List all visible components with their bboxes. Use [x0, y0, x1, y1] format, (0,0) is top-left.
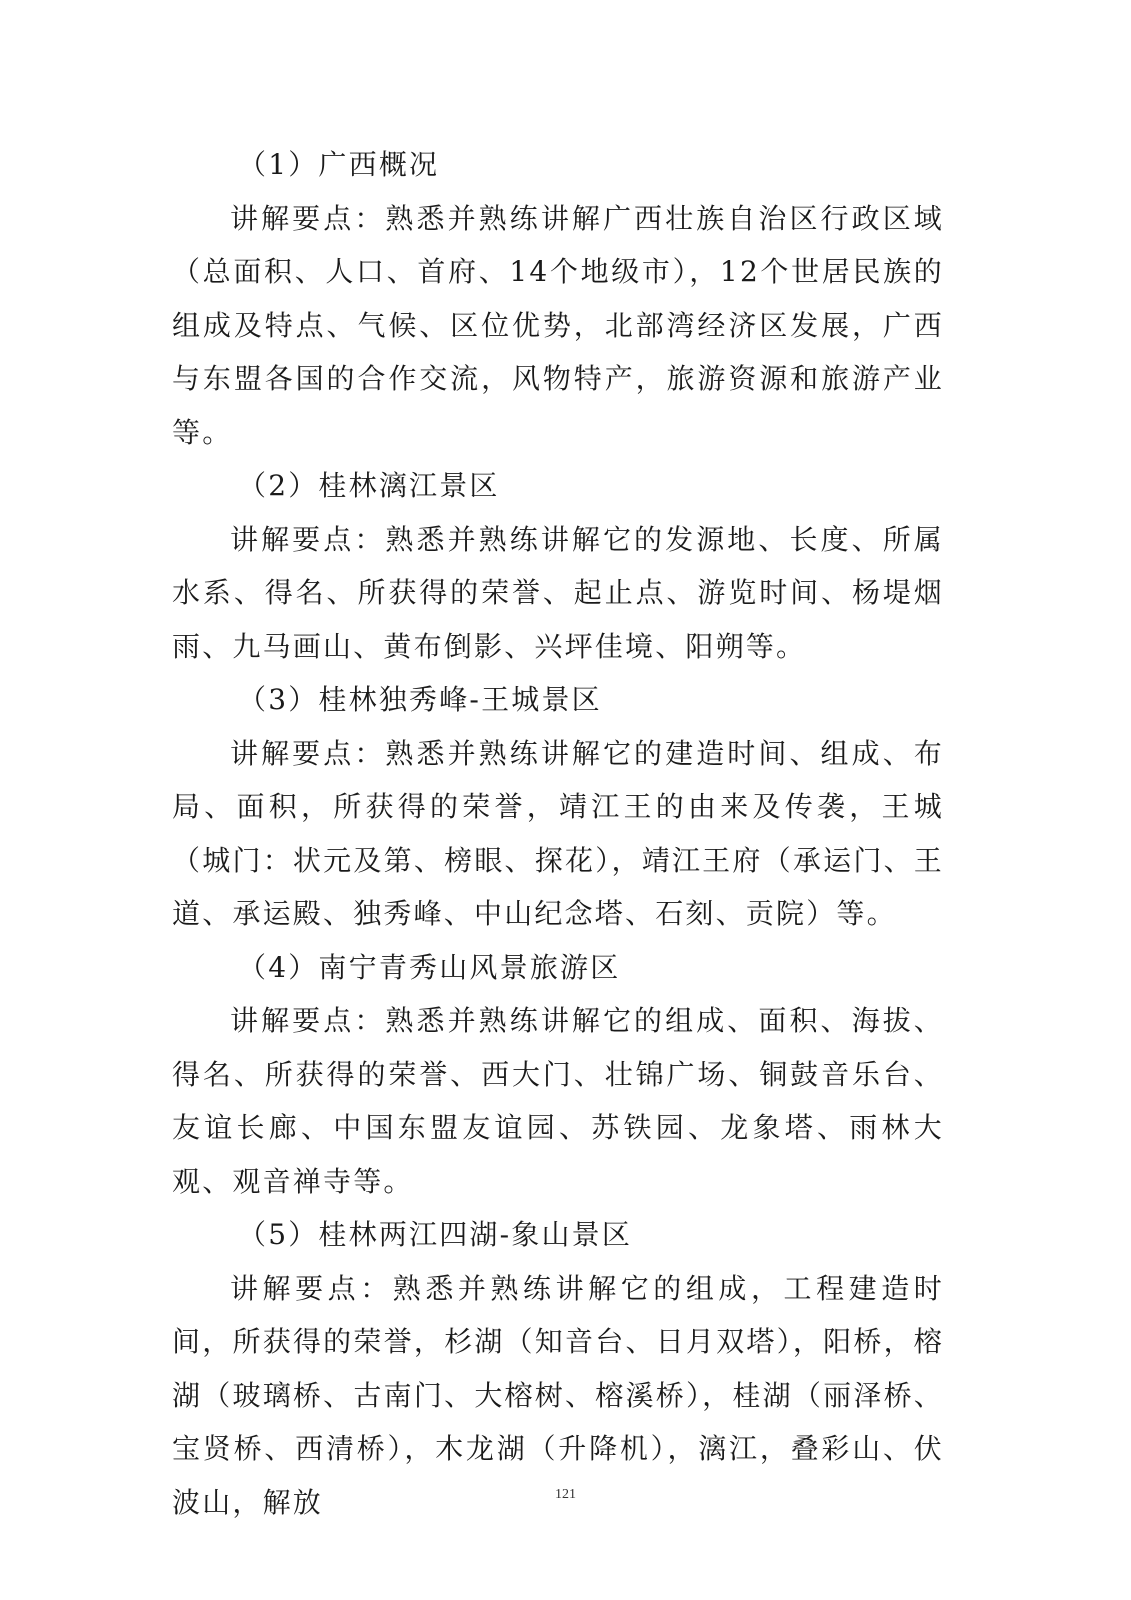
section-body-3: 讲解要点：熟悉并熟练讲解它的建造时间、组成、布局、面积，所获得的荣誉，靖江王的由来及传袭，王城（城门：状元及第、榜眼、探花），靖江王府（承运门、王道、承运殿、独秀峰、中山纪念塔、石刻、贡院）等。 — [172, 736, 944, 930]
section-heading-1: （1）广西概况 — [238, 148, 440, 181]
document-body — [172, 138, 944, 1529]
section-heading-2: （2）桂林漓江景区 — [238, 469, 500, 502]
page-number: 121 — [555, 1487, 576, 1502]
section-body-5: 讲解要点：熟悉并熟练讲解它的组成，工程建造时间，所获得的荣誉，杉湖（知音台、日月双塔），阳桥，榕湖（玻璃桥、古南门、大榕树、榕溪桥），桂湖（丽泽桥、宝贤桥、西清桥），木龙湖（升降机），漓江，叠彩山、伏波山，解放 — [172, 1271, 944, 1519]
section-heading-4: （4）南宁青秀山风景旅游区 — [238, 950, 621, 984]
section-heading-3: （3）桂林独秀峰-王城景区 — [238, 683, 602, 716]
section-body-2: 讲解要点：熟悉并熟练讲解它的发源地、长度、所属水系、得名、所获得的荣誉、起止点、游览时间、杨堤烟雨、九马画山、黄布倒影、兴坪佳境、阳朔等。 — [172, 522, 944, 663]
section-body-1: 讲解要点：熟悉并熟练讲解广西壮族自治区行政区域（总面积、人口、首府、14个地级市），12个世居民族的组成及特点、气候、区位优势，北部湾经济区发展，广西与东盟各国的合作交流，风物特产，旅游资源和旅游产业等。 — [172, 201, 944, 449]
section-body-4: 讲解要点：熟悉并熟练讲解它的组成、面积、海拔、得名、所获得的荣誉、西大门、壮锦广场、铜鼓音乐台、友谊长廊、中国东盟友谊园、苏铁园、龙象塔、雨林大观、观音禅寺等。 — [172, 1004, 944, 1198]
section-heading-5: （5）桂林两江四湖-象山景区 — [238, 1218, 633, 1251]
